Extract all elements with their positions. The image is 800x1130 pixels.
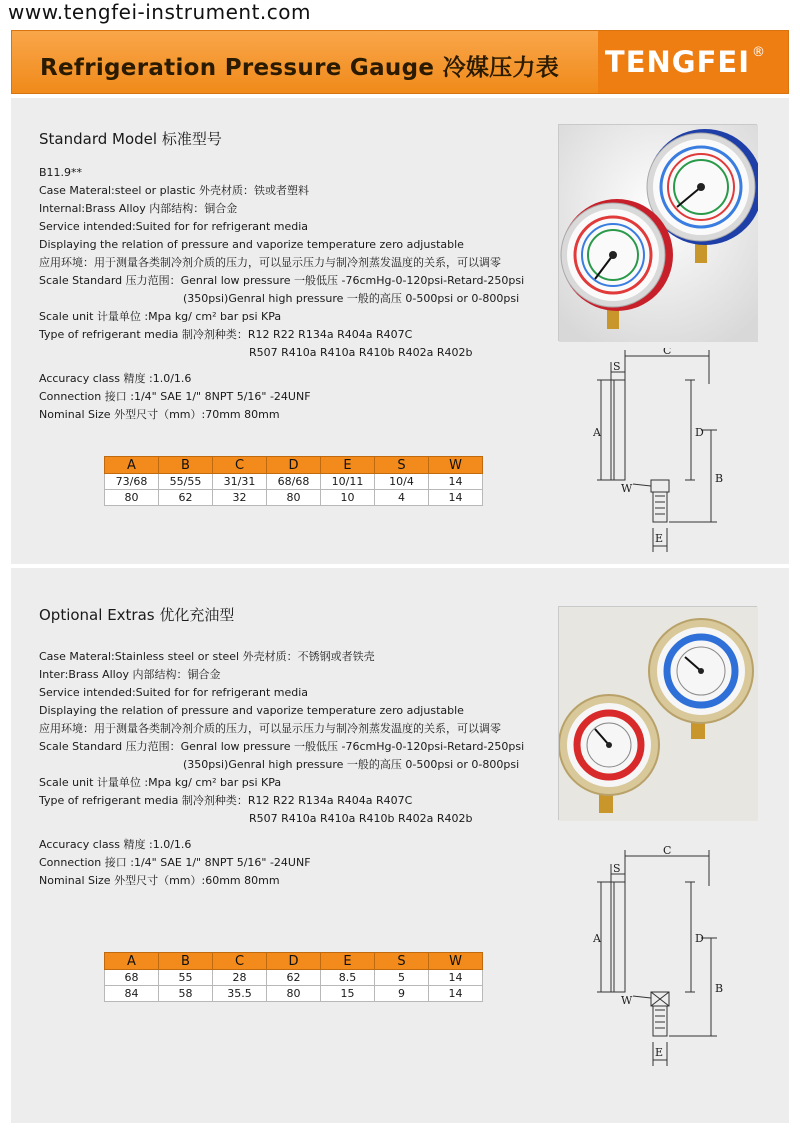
dimension-table bbox=[104, 456, 483, 506]
dim-label-s: S bbox=[613, 360, 621, 373]
connection: Connection 接口 :1/4" SAE 1/" 8NPT 5/16" -24UNF bbox=[39, 856, 311, 869]
scale-unit: Scale unit 计量单位 :Mpa kg/ cm² bar psi KPa bbox=[39, 776, 282, 789]
accuracy-class: Accuracy class 精度 :1.0/1.6 bbox=[39, 838, 192, 851]
table-cell: 80 bbox=[105, 490, 159, 506]
table-cell: 80 bbox=[267, 490, 321, 506]
table-cell: 9 bbox=[375, 986, 429, 1002]
service-intended: Service intended:Suited for for refrigerant media bbox=[39, 220, 309, 233]
gauges-image bbox=[559, 607, 758, 821]
brand-logo: TENGFEI ® bbox=[604, 45, 766, 79]
table-cell: 84 bbox=[105, 986, 159, 1002]
table-cell: 5 bbox=[375, 970, 429, 986]
dim-label-b: B bbox=[715, 982, 724, 995]
dim-label-a: A bbox=[593, 932, 601, 945]
col-header: W bbox=[429, 953, 483, 970]
table-cell: 62 bbox=[267, 970, 321, 986]
section-title: Optional Extras 优化充油型 bbox=[39, 606, 235, 624]
table-header-row bbox=[105, 953, 483, 970]
table-cell: 14 bbox=[429, 490, 483, 506]
dim-label-d: D bbox=[695, 932, 704, 945]
model-number: B11.9** bbox=[39, 166, 83, 179]
table-cell: 80 bbox=[267, 986, 321, 1002]
optional-extras-section bbox=[11, 568, 789, 1123]
page-title: Refrigeration Pressure Gauge 冷媒压力表 bbox=[40, 55, 560, 81]
section-title: Standard Model 标准型号 bbox=[39, 130, 222, 148]
table-cell: 14 bbox=[429, 474, 483, 490]
table-cell: 10 bbox=[321, 490, 375, 506]
table-cell: 73/68 bbox=[105, 474, 159, 490]
service-intended: Service intended:Suited for for refrigerant media bbox=[39, 686, 309, 699]
dim-label-b: B bbox=[715, 472, 724, 485]
table-row bbox=[105, 490, 483, 506]
dim-label-e: E bbox=[655, 1046, 664, 1059]
table-cell: 10/4 bbox=[375, 474, 429, 490]
application-env: 应用环境：用于测量各类制冷剂介质的压力，可以显示压力与制冷剂蒸发温度的关系，可以调零 bbox=[39, 722, 501, 735]
dim-label-w: W bbox=[621, 482, 633, 495]
refrigerant-type: Type of refrigerant media 制冷剂种类：R12 R22 R134a R404a R407C bbox=[39, 328, 413, 341]
dimension-diagram bbox=[593, 348, 763, 558]
dim-label-c: C bbox=[663, 348, 672, 357]
display-info: Displaying the relation of pressure and vaporize temperature zero adjustable bbox=[39, 238, 464, 251]
standard-model-section bbox=[11, 98, 789, 564]
col-header: A bbox=[105, 953, 159, 970]
scale-unit: Scale unit 计量单位 :Mpa kg/ cm² bar psi KPa bbox=[39, 310, 282, 323]
table-row bbox=[105, 474, 483, 490]
dim-label-s: S bbox=[613, 862, 621, 875]
col-header: W bbox=[429, 457, 483, 474]
col-header: D bbox=[267, 953, 321, 970]
dimension-table bbox=[104, 952, 483, 1002]
table-header-row bbox=[105, 457, 483, 474]
scale-standard-cont: (350psi)Genral high pressure 一般的高压 0-500psi or 0-800psi bbox=[183, 758, 520, 771]
dim-label-e: E bbox=[655, 532, 664, 545]
col-header: C bbox=[213, 953, 267, 970]
table-cell: 14 bbox=[429, 986, 483, 1002]
dim-label-c: C bbox=[663, 846, 672, 857]
table-cell: 32 bbox=[213, 490, 267, 506]
table-cell: 55 bbox=[159, 970, 213, 986]
product-photo bbox=[558, 124, 757, 341]
spec-list bbox=[39, 648, 524, 890]
col-header: S bbox=[375, 457, 429, 474]
refrigerant-type-cont: R507 R410a R410a R410b R402a R402b bbox=[249, 346, 473, 359]
table-cell: 28 bbox=[213, 970, 267, 986]
display-info: Displaying the relation of pressure and vaporize temperature zero adjustable bbox=[39, 704, 464, 717]
table-cell: 58 bbox=[159, 986, 213, 1002]
case-material: Case Materal:Stainless steel or steel 外壳材质：不锈钢或者铁壳 bbox=[39, 650, 375, 663]
scale-standard: Scale Standard 压力范围：Genral low pressure 一般低压 -76cmHg-0-120psi-Retard-250psi bbox=[39, 274, 525, 287]
brand-box bbox=[598, 31, 788, 93]
scale-standard: Scale Standard 压力范围：Genral low pressure 一般低压 -76cmHg-0-120psi-Retard-250psi bbox=[39, 740, 525, 753]
nominal-size: Nominal Size 外型尺寸（mm）:60mm 80mm bbox=[39, 874, 280, 887]
col-header: B bbox=[159, 457, 213, 474]
refrigerant-type-cont: R507 R410a R410a R410b R402a R402b bbox=[249, 812, 473, 825]
gauges-image bbox=[559, 125, 758, 342]
scale-standard-cont: (350psi)Genral high pressure 一般的高压 0-500psi or 0-800psi bbox=[183, 292, 520, 305]
col-header: B bbox=[159, 953, 213, 970]
col-header: A bbox=[105, 457, 159, 474]
application-env: 应用环境：用于测量各类制冷剂介质的压力，可以显示压力与制冷剂蒸发温度的关系，可以调零 bbox=[39, 256, 501, 269]
table-cell: 68/68 bbox=[267, 474, 321, 490]
table-cell: 10/11 bbox=[321, 474, 375, 490]
table-cell: 4 bbox=[375, 490, 429, 506]
refrigerant-type: Type of refrigerant media 制冷剂种类：R12 R22 R134a R404a R407C bbox=[39, 794, 413, 807]
col-header: C bbox=[213, 457, 267, 474]
table-cell: 55/55 bbox=[159, 474, 213, 490]
title-banner bbox=[11, 30, 789, 94]
table-row bbox=[105, 986, 483, 1002]
col-header: S bbox=[375, 953, 429, 970]
table-cell: 14 bbox=[429, 970, 483, 986]
spec-list bbox=[39, 164, 524, 424]
table-cell: 31/31 bbox=[213, 474, 267, 490]
website-url: www.tengfei-instrument.com bbox=[8, 0, 311, 24]
col-header: E bbox=[321, 953, 375, 970]
table-cell: 68 bbox=[105, 970, 159, 986]
case-material: Case Materal:steel or plastic 外壳材质：铁或者塑料 bbox=[39, 184, 310, 197]
connection: Connection 接口 :1/4" SAE 1/" 8NPT 5/16" -24UNF bbox=[39, 390, 311, 403]
table-cell: 35.5 bbox=[213, 986, 267, 1002]
table-cell: 62 bbox=[159, 490, 213, 506]
table-row bbox=[105, 970, 483, 986]
col-header: E bbox=[321, 457, 375, 474]
internal-material: Inter:Brass Alloy 内部结构：铜合金 bbox=[39, 668, 221, 681]
table-cell: 8.5 bbox=[321, 970, 375, 986]
col-header: D bbox=[267, 457, 321, 474]
internal-material: Internal:Brass Alloy 内部结构：铜合金 bbox=[39, 202, 238, 215]
dimension-diagram bbox=[593, 846, 763, 1072]
product-photo bbox=[558, 606, 757, 820]
dim-label-d: D bbox=[695, 426, 704, 439]
nominal-size: Nominal Size 外型尺寸（mm）:70mm 80mm bbox=[39, 408, 280, 421]
dim-label-a: A bbox=[593, 426, 601, 439]
dim-label-w: W bbox=[621, 994, 633, 1007]
accuracy-class: Accuracy class 精度 :1.0/1.6 bbox=[39, 372, 192, 385]
table-cell: 15 bbox=[321, 986, 375, 1002]
